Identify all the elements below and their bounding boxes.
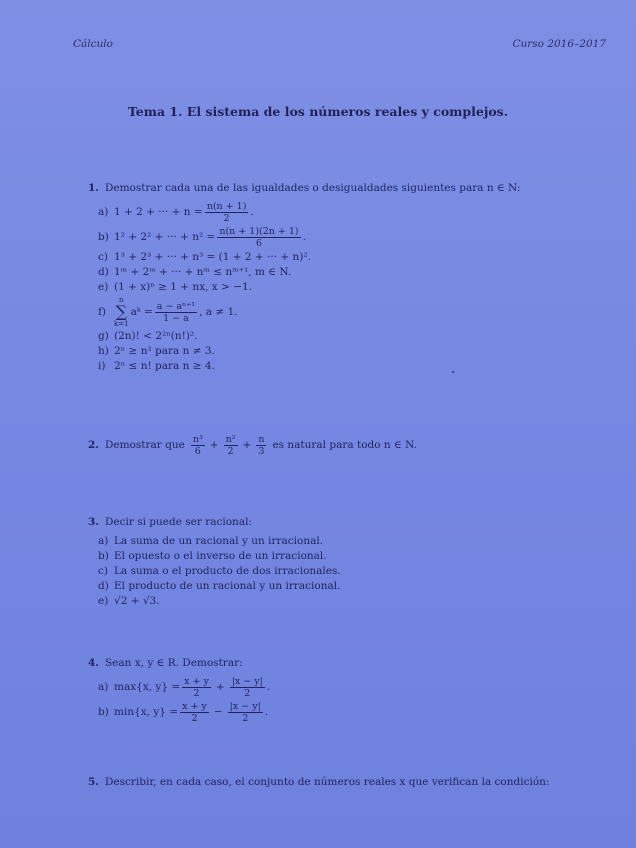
item-tag: b) bbox=[98, 706, 109, 718]
exercise-5 bbox=[88, 776, 549, 789]
item-tag: c) bbox=[98, 251, 108, 263]
numerator: a − aⁿ⁺¹ bbox=[156, 300, 196, 312]
denominator: 6 bbox=[194, 446, 201, 457]
operator: − bbox=[213, 706, 223, 718]
exercise-2-statement bbox=[88, 434, 417, 457]
denominator: 2 bbox=[244, 688, 251, 699]
sigma-icon: ∑ bbox=[115, 302, 127, 321]
item-1b bbox=[98, 226, 520, 249]
item-tail: , a ≠ 1. bbox=[199, 305, 238, 318]
summation bbox=[114, 296, 129, 328]
exercise-2 bbox=[88, 432, 417, 459]
item-text: √2 + √3. bbox=[114, 595, 160, 607]
denominator: 2 bbox=[223, 213, 230, 224]
course-name: Cálculo bbox=[73, 38, 113, 50]
item-1f bbox=[98, 296, 520, 328]
sum-upper: n bbox=[119, 296, 124, 304]
fraction bbox=[205, 201, 249, 224]
plus-sign: + bbox=[242, 439, 252, 451]
item-tag: a) bbox=[98, 681, 109, 693]
exercise-2-text-post: es natural para todo n ∈ N. bbox=[272, 439, 417, 451]
item-tag: b) bbox=[98, 231, 109, 243]
numerator: n(n + 1)(2n + 1) bbox=[219, 226, 299, 237]
item-tail: . bbox=[264, 706, 269, 718]
item-3a bbox=[98, 535, 341, 548]
item-text: 2ⁿ ≥ n² para n ≠ 3. bbox=[114, 345, 215, 357]
fraction bbox=[228, 701, 263, 724]
item-text: 1³ + 2³ + ··· + n³ = (1 + 2 + ··· + n)². bbox=[114, 251, 311, 263]
numerator: n³ bbox=[192, 434, 203, 445]
denominator: 2 bbox=[193, 688, 200, 699]
item-4b bbox=[98, 701, 270, 724]
item-1d bbox=[98, 266, 520, 279]
fraction bbox=[217, 226, 300, 249]
exercise-4-statement bbox=[88, 657, 270, 670]
exercise-3-text: Decir si puede ser racional: bbox=[104, 516, 252, 528]
item-lhs: min{x, y} = bbox=[114, 706, 179, 718]
item-text: El producto de un racional y un irracional. bbox=[114, 580, 341, 592]
paper-speck bbox=[452, 371, 454, 373]
exercise-2-text-pre: Demostrar que bbox=[104, 439, 185, 451]
item-1e bbox=[98, 281, 520, 294]
fraction bbox=[230, 676, 265, 699]
operator: + bbox=[215, 681, 225, 693]
exercise-1-number: 1. bbox=[88, 182, 99, 194]
item-1c bbox=[98, 251, 520, 264]
item-tag: i) bbox=[98, 360, 106, 372]
denominator: 2 bbox=[227, 446, 234, 457]
exercise-4 bbox=[88, 657, 270, 726]
item-4a bbox=[98, 676, 270, 699]
item-3d bbox=[98, 580, 341, 593]
item-tag: d) bbox=[98, 266, 109, 278]
item-text: La suma o el producto de dos irracionales. bbox=[114, 565, 341, 577]
item-lhs: max{x, y} = bbox=[114, 681, 181, 693]
denominator: 6 bbox=[255, 238, 262, 249]
exercise-5-statement bbox=[88, 776, 549, 789]
item-1i bbox=[98, 360, 520, 373]
item-tail: . bbox=[266, 681, 271, 693]
item-tag: a) bbox=[98, 206, 109, 218]
denominator: 2 bbox=[191, 713, 198, 724]
item-tag: e) bbox=[98, 281, 109, 293]
exercise-3-number: 3. bbox=[88, 516, 99, 528]
item-1g bbox=[98, 330, 520, 343]
item-tag: e) bbox=[98, 595, 109, 607]
item-3e bbox=[98, 595, 341, 608]
sum-lower: k=1 bbox=[114, 320, 129, 328]
course-year: Curso 2016–2017 bbox=[512, 38, 606, 50]
exercise-3 bbox=[88, 516, 341, 610]
item-text: (1 + x)ⁿ ≥ 1 + nx, x > −1. bbox=[114, 281, 253, 293]
fraction bbox=[180, 701, 209, 724]
item-tail: . bbox=[302, 231, 306, 243]
fraction bbox=[224, 434, 238, 457]
item-3c bbox=[98, 565, 341, 578]
denominator: 1 − a bbox=[163, 312, 189, 324]
exercise-3-statement bbox=[88, 516, 341, 529]
item-text: 2ⁿ ≤ n! para n ≥ 4. bbox=[114, 360, 215, 372]
exercise-4-text: Sean x, y ∈ R. Demostrar: bbox=[104, 657, 243, 669]
item-tag: b) bbox=[98, 550, 109, 562]
item-tag: h) bbox=[98, 345, 109, 357]
numerator: |x − y| bbox=[231, 676, 263, 687]
item-tag: f) bbox=[98, 305, 106, 318]
exercise-1 bbox=[88, 182, 520, 375]
numerator: n bbox=[258, 434, 265, 445]
item-1a bbox=[98, 201, 520, 224]
item-tag: g) bbox=[98, 330, 109, 342]
exercise-5-text: Describir, en cada caso, el conjunto de números reales x que verifican la condición: bbox=[104, 776, 550, 788]
numerator: n² bbox=[225, 434, 236, 445]
item-lhs: 1² + 2² + ··· + n² = bbox=[114, 231, 216, 243]
exercise-2-number: 2. bbox=[88, 439, 99, 451]
item-tail: . bbox=[250, 206, 254, 218]
numerator: x + y bbox=[182, 701, 207, 712]
item-lhs: aᵏ = bbox=[130, 305, 153, 318]
exercise-5-number: 5. bbox=[88, 776, 99, 788]
denominator: 2 bbox=[242, 713, 249, 724]
item-3b bbox=[98, 550, 341, 563]
item-text: El opuesto o el inverso de un irracional. bbox=[114, 550, 327, 562]
numerator: |x − y| bbox=[229, 701, 261, 712]
item-lhs: 1 + 2 + ··· + n = bbox=[114, 206, 203, 218]
exercise-4-number: 4. bbox=[88, 657, 99, 669]
numerator: x + y bbox=[184, 676, 209, 687]
item-text: La suma de un racional y un irracional. bbox=[114, 535, 324, 547]
item-text: (2n)! < 2²ⁿ(n!)². bbox=[114, 330, 198, 342]
item-1h bbox=[98, 345, 520, 358]
fraction bbox=[256, 434, 266, 457]
item-text: 1ᵐ + 2ᵐ + ··· + nᵐ ≤ nᵐ⁺¹, m ∈ N. bbox=[114, 266, 292, 278]
denominator: 3 bbox=[258, 446, 265, 457]
fraction bbox=[191, 434, 205, 457]
fraction bbox=[155, 301, 197, 324]
numerator: n(n + 1) bbox=[206, 201, 247, 212]
item-tag: c) bbox=[98, 565, 108, 577]
page-title: Tema 1. El sistema de los números reales y complejos. bbox=[127, 104, 509, 119]
exercise-1-statement bbox=[88, 182, 520, 195]
item-tag: a) bbox=[98, 535, 109, 547]
item-tag: d) bbox=[98, 580, 109, 592]
exercise-1-text: Demostrar cada una de las igualdades o desigualdades siguientes para n ∈ N: bbox=[104, 182, 521, 194]
fraction bbox=[182, 676, 211, 699]
plus-sign: + bbox=[209, 439, 219, 451]
